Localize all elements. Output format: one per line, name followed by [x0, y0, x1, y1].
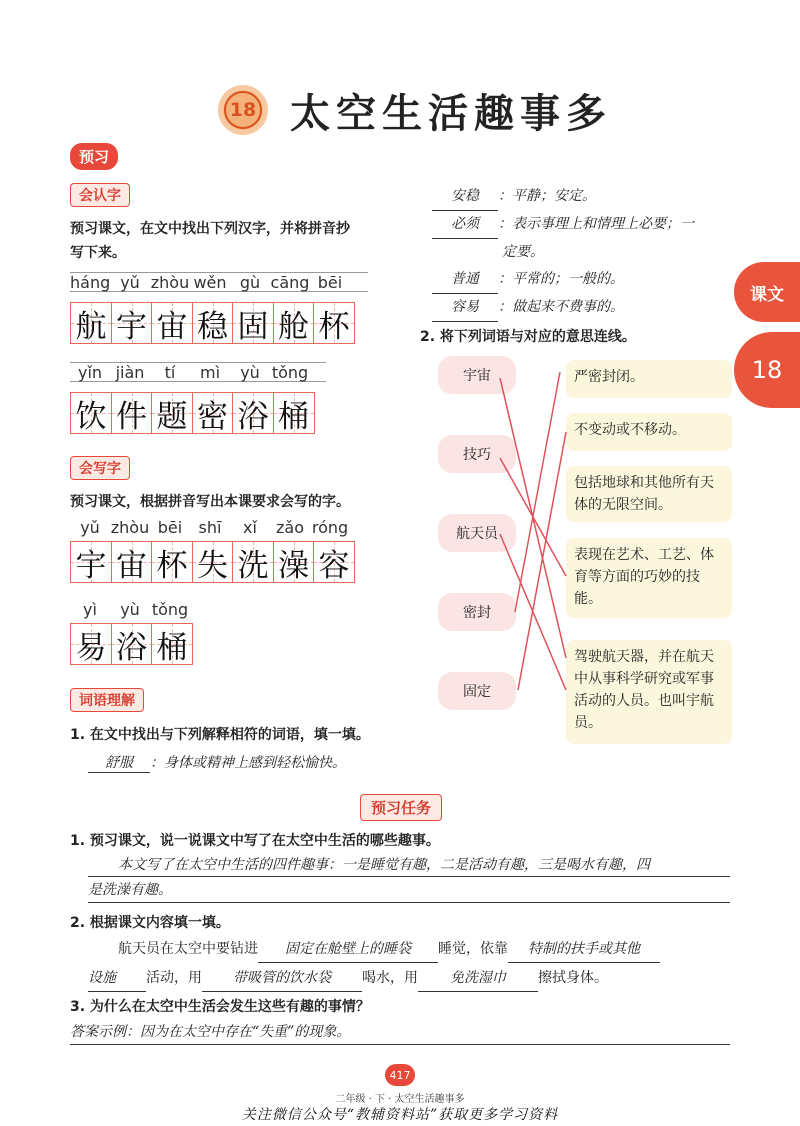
recognize-row2-char-1: 件: [116, 398, 147, 435]
write-row1-char-cell-6[interactable]: [313, 541, 355, 583]
recognize-row2-pinyin-4: yù: [240, 363, 260, 382]
write-row1-char-0: 宇: [75, 547, 107, 584]
write-row2-char-cell-0[interactable]: [70, 623, 112, 665]
recognize-row1-pinyin-2: zhòu: [150, 273, 190, 292]
write-row1-pinyin-2: bēi: [157, 518, 183, 537]
fill-text: 航天员在太空中要钻进: [118, 941, 258, 957]
recognize-row2-char-4: 浴: [237, 398, 269, 435]
write-row2-char-cell-2[interactable]: [151, 623, 193, 665]
side-tab-label: 课文: [734, 262, 800, 322]
recognize-instruction-line2: 写下来。: [70, 245, 126, 261]
section-recognize-tag: 会认字: [70, 183, 130, 207]
recognize-row1-char-1: 宇: [116, 308, 147, 345]
def-word: 容易: [432, 294, 498, 322]
recognize-row2-pinyin-5: tǒng: [271, 363, 309, 382]
match-word-4[interactable]: 固定: [438, 672, 516, 710]
def-meaning: ：平常的；一般的。: [498, 271, 624, 287]
fill-text: 喝水，用: [362, 970, 418, 986]
page-number: 417: [385, 1064, 415, 1086]
write-row2-char-2: 桶: [156, 629, 188, 666]
section-vocab-tag: 词语理解: [70, 688, 144, 712]
write-row1-char-cell-2[interactable]: [151, 541, 193, 583]
write-row1-char-cell-0[interactable]: [70, 541, 112, 583]
lesson-number: 18: [224, 91, 262, 129]
recognize-row1-char-5: 舱: [278, 308, 309, 345]
match-word-1[interactable]: 技巧: [438, 435, 516, 473]
recognize-row1-char-cell-5[interactable]: [273, 302, 315, 344]
task-answer-1-line2: 是洗澡有趣。: [88, 878, 730, 903]
recognize-row2-char-5: 桶: [278, 398, 309, 435]
def-meaning: ：平静；安定。: [498, 188, 596, 204]
recognize-row1-pinyin-4: gù: [239, 273, 261, 292]
section-task-tag: 预习任务: [360, 794, 442, 821]
recognize-row2-char-cell-4[interactable]: [232, 392, 274, 434]
def-word: 普通: [432, 266, 498, 294]
fill-line-2: [88, 965, 608, 992]
write-row1-char-6: 容: [318, 547, 350, 584]
write-row1-char-cell-5[interactable]: [273, 541, 315, 583]
recognize-row2-pinyin-1: jiàn: [115, 363, 145, 382]
recognize-row1-char-cell-3[interactable]: [192, 302, 234, 344]
recognize-row2-pinyin-0: yǐn: [77, 363, 103, 382]
recognize-row1-char-6: 杯: [318, 308, 350, 345]
recognize-row1-pinyin-5: cāng: [270, 273, 310, 292]
write-row1-pinyin-3: shī: [198, 518, 222, 537]
recognize-row1-pinyin-0: háng: [70, 273, 111, 292]
write-row1-char-cell-4[interactable]: [232, 541, 274, 583]
match-word-3[interactable]: 密封: [438, 593, 516, 631]
match-meaning-4[interactable]: 驾驶航天器，并在航天中从事科学研究或军事活动的人员。也叫宇航员。: [566, 640, 732, 744]
fill-answer: 免洗湿巾: [418, 965, 538, 992]
def-meaning: 定要。: [502, 244, 544, 260]
recognize-row2-char-3: 密: [197, 398, 228, 435]
recognize-row2-char-cell-2[interactable]: [151, 392, 193, 434]
fill-text: 睡觉，依靠: [438, 941, 508, 957]
write-row1-char-cell-3[interactable]: [192, 541, 234, 583]
footer-caption: 二年级 · 下 · 太空生活趣事多: [335, 1094, 465, 1105]
fill-line-1: [118, 936, 660, 963]
task-answer-3: 答案示例：因为在太空中存在“失重”的现象。: [70, 1020, 730, 1045]
match-word-2[interactable]: 航天员: [438, 514, 516, 552]
fill-answer: 设施: [88, 965, 146, 992]
fill-answer: 固定在舱壁上的睡袋: [258, 936, 438, 963]
fill-answer: 带吸管的饮水袋: [202, 965, 362, 992]
match-line-3: [515, 372, 560, 612]
vocab-question-2: 2. 将下列词语与对应的意思连线。: [420, 329, 636, 345]
recognize-row2-char-cell-5[interactable]: [273, 392, 315, 434]
write-row1-pinyin-1: zhòu: [110, 518, 150, 537]
write-row1-char-4: 洗: [237, 547, 269, 584]
recognize-row1-pinyin-6: bēi: [317, 273, 343, 292]
match-meaning-0[interactable]: 严密封闭。: [566, 360, 732, 398]
write-row1-char-3: 失: [197, 547, 228, 584]
recognize-row1-char-4: 固: [237, 308, 269, 345]
recognize-row2-pinyin-2: tí: [164, 363, 176, 382]
recognize-row2-char-cell-1[interactable]: [111, 392, 153, 434]
recognize-row1-pinyin-1: yǔ: [120, 273, 140, 292]
recognize-row1-char-cell-6[interactable]: [313, 302, 355, 344]
match-meaning-1[interactable]: 不变动或不移动。: [566, 413, 732, 451]
recognize-row2-char-2: 题: [156, 398, 188, 435]
vocab-question-1: 1. 在文中找出与下列解释相符的词语，填一填。: [70, 727, 370, 743]
recognize-row1-char-3: 稳: [197, 308, 228, 345]
def-word: 舒服: [88, 752, 150, 773]
recognize-row1-char-cell-2[interactable]: [151, 302, 193, 344]
write-row1-char-cell-1[interactable]: [111, 541, 153, 583]
def-meaning: ：做起来不费事的。: [498, 299, 624, 315]
recognize-row2-char-0: 饮: [75, 398, 107, 435]
task-question-1: 1. 预习课文，说一说课文中写了在太空中生活的哪些趣事。: [70, 833, 440, 849]
task-question-3: 3. 为什么在太空中生活会发生这些有趣的事情？: [70, 999, 370, 1015]
write-row2-char-1: 浴: [116, 629, 147, 666]
recognize-row1-char-cell-4[interactable]: [232, 302, 274, 344]
recognize-row1-char-2: 宙: [156, 308, 188, 345]
fill-text: 擦拭身体。: [538, 970, 608, 986]
def-meaning: ：表示事理上和情理上必要；一: [498, 216, 694, 232]
write-row1-char-2: 杯: [156, 547, 188, 584]
write-row2-pinyin-2: tǒng: [151, 600, 189, 619]
page-title: 太空生活趣事多: [290, 90, 612, 137]
side-tab-number: 18: [734, 332, 800, 408]
def-word: 必须: [432, 211, 498, 239]
recognize-row1-pinyin-3: wěn: [193, 273, 227, 292]
match-word-0[interactable]: 宇宙: [438, 356, 516, 394]
write-row1-pinyin-0: yǔ: [80, 518, 100, 537]
fill-answer: 特制的扶手或其他: [508, 936, 660, 963]
footer-watermark: 关注微信公众号“教辅资料站”获取更多学习资料: [241, 1107, 559, 1123]
write-row2-grid: [70, 623, 192, 665]
match-meaning-3[interactable]: 表现在艺术、工艺、体育等方面的巧妙的技能。: [566, 538, 732, 618]
write-row1-char-5: 澡: [278, 547, 309, 584]
def-meaning: ：身体或精神上感到轻松愉快。: [150, 755, 346, 771]
write-row2-pinyin-0: yì: [83, 600, 97, 619]
write-row1-char-1: 宙: [116, 547, 147, 584]
write-row1-pinyin-5: zǎo: [276, 518, 304, 537]
recognize-row2-char-cell-3[interactable]: [192, 392, 234, 434]
section-write-tag: 会写字: [70, 456, 130, 480]
fill-text: 活动，用: [146, 970, 202, 986]
recognize-row1-char-cell-0[interactable]: [70, 302, 112, 344]
recognize-row1-char-cell-1[interactable]: [111, 302, 153, 344]
def-word: 安稳: [432, 183, 498, 211]
write-row2-char-0: 易: [75, 629, 107, 666]
recognize-row1-char-0: 航: [75, 308, 107, 345]
recognize-row2-pinyin-3: mì: [199, 363, 221, 382]
write-instruction: 预习课文，根据拼音写出本课要求会写的字。: [70, 494, 350, 510]
section-preview-tag: 预习: [70, 143, 118, 170]
write-row1-pinyin-4: xǐ: [243, 518, 257, 537]
task-answer-1-line1: 本文写了在太空中生活的四件趣事：一是睡觉有趣，二是活动有趣，三是喝水有趣，四: [88, 853, 730, 877]
recognize-row2-char-cell-0[interactable]: [70, 392, 112, 434]
write-row2-pinyin-1: yù: [120, 600, 140, 619]
recognize-instruction-line1: 预习课文，在文中找出下列汉字，并将拼音抄: [70, 221, 350, 237]
write-row1-pinyin-6: róng: [311, 518, 349, 537]
task-question-2: 2. 根据课文内容填一填。: [70, 915, 230, 931]
match-meaning-2[interactable]: 包括地球和其他所有天体的无限空间。: [566, 466, 732, 522]
write-row2-char-cell-1[interactable]: [111, 623, 153, 665]
